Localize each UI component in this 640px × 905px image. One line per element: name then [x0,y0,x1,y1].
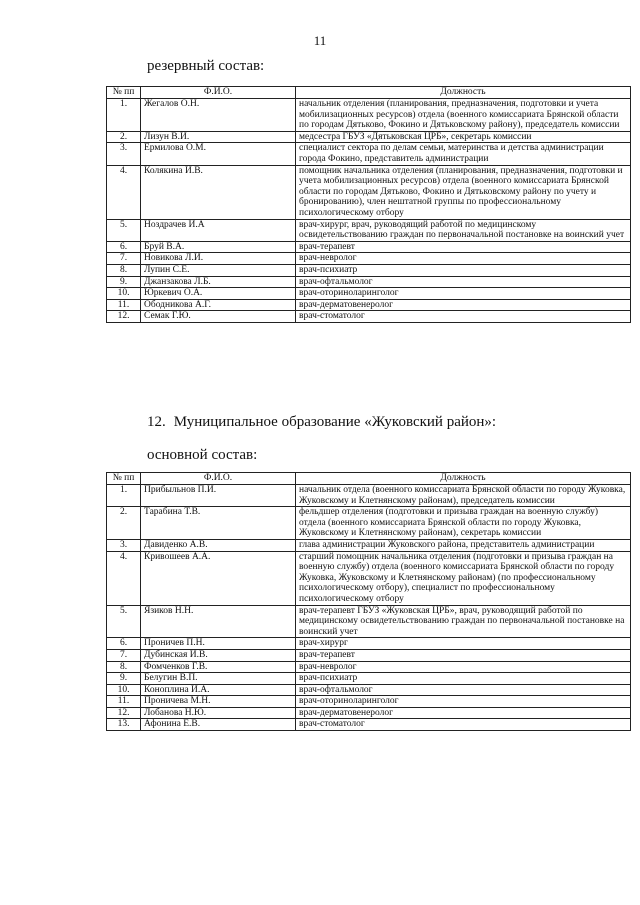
member-position: врач-хирург, врач, руководящий работой по медицинскому освидетельствованию граждан по первоначальной постановке на воинский учет [296,219,631,241]
municipality-heading [147,414,496,431]
main-roster-table [106,472,631,731]
table-row [107,253,631,265]
member-position: специалист сектора по делам семьи, материнства и детства администрации города Фокино, представитель администрации [296,143,631,165]
member-name: Проничева М.Н. [141,696,296,708]
column-header-number: № пп [107,473,141,485]
member-name: Новикова Л.И. [141,253,296,265]
member-position: врач-офтальмолог [296,684,631,696]
table-row [107,605,631,638]
member-name: Ободникова А.Г. [141,299,296,311]
column-header-position: Должность [296,473,631,485]
member-position: врач-оториноларинголог [296,288,631,300]
member-name: Тарабина Т.В. [141,507,296,540]
table-row [107,311,631,323]
municipality-number: 12. [147,414,166,430]
table-row [107,539,631,551]
member-position: старший помощник начальника отделения (подготовки и призыва граждан на военную службу) отдела (военного комиссариата Брянской области по городу Жуковка, Жуковскому и Клетнянскому районам) (по профессиональному психологическому отбору), специалист по профессиональному психологическому отбору [296,551,631,605]
member-position: глава администрации Жуковского района, представитель администрации [296,539,631,551]
table-header-row [107,87,631,99]
row-number: 6. [107,638,141,650]
reserve-roster-table [106,86,631,323]
row-number: 7. [107,253,141,265]
table-row [107,288,631,300]
member-name: Колякина И.В. [141,165,296,219]
table-row [107,673,631,685]
member-position: врач-стоматолог [296,719,631,731]
municipality-title: Муниципальное образование «Жуковский район»: [173,414,497,430]
member-position: врач-стоматолог [296,311,631,323]
table-row [107,707,631,719]
member-position: врач-психиатр [296,673,631,685]
member-position: врач-дерматовенеролог [296,707,631,719]
member-name: Проничев П.Н. [141,638,296,650]
member-name: Лизун В.И. [141,131,296,143]
row-number: 7. [107,649,141,661]
row-number: 5. [107,605,141,638]
row-number: 2. [107,131,141,143]
member-name: Джанзакова Л.Б. [141,276,296,288]
member-position: фельдшер отделения (подготовки и призыва граждан на военную службу) отдела (военного комиссариата Брянской области по городу Жуковка, Жуковскому и Клетнянскому районам), секретарь комиссии [296,507,631,540]
table-row [107,638,631,650]
member-position: врач-терапевт ГБУЗ «Жуковская ЦРБ», врач, руководящий работой по медицинскому освидетельствованию граждан по первоначальной постановке на воинский учет [296,605,631,638]
row-number: 4. [107,551,141,605]
member-position: начальник отделения (планирования, предназначения, подготовки и учета мобилизационных ресурсов) отдела (военного комиссариата Брянской области по городам Дятьково, Фокино и Дятьковскому району), председатель комиссии [296,99,631,132]
member-name: Язиков Н.Н. [141,605,296,638]
member-name: Фомченков Г.В. [141,661,296,673]
table-row [107,99,631,132]
column-header-name: Ф.И.О. [141,87,296,99]
reserve-section-label: резервный состав: [147,58,265,74]
member-name: Бруй В.А. [141,241,296,253]
member-position: помощник начальника отделения (планирования, предназначения, подготовки и учета мобилизационных ресурсов) отдела (военного комиссариата Брянской области по городам Дятьково, Фокино и Дятьковскому району по учету и бронированию), член нештатной группы по профессиональному психологическому отбору [296,165,631,219]
row-number: 11. [107,299,141,311]
row-number: 8. [107,661,141,673]
member-name: Лобанова Н.Ю. [141,707,296,719]
member-name: Кривошеев А.А. [141,551,296,605]
table-row [107,719,631,731]
column-header-position: Должность [296,87,631,99]
member-name: Лупин С.Е. [141,264,296,276]
member-position: врач-офтальмолог [296,276,631,288]
table-row [107,264,631,276]
member-name: Юркевич О.А. [141,288,296,300]
table-row [107,551,631,605]
member-position: врач-дерматовенеролог [296,299,631,311]
row-number: 6. [107,241,141,253]
row-number: 9. [107,673,141,685]
member-position: начальник отдела (военного комиссариата Брянской области по городу Жуковка, Жуковскому и Клетнянскому районам), председатель комиссии [296,485,631,507]
main-section-label: основной состав: [147,447,258,463]
row-number: 1. [107,99,141,132]
member-name: Жегалов О.Н. [141,99,296,132]
member-name: Афонина Е.В. [141,719,296,731]
table-row [107,696,631,708]
row-number: 1. [107,485,141,507]
member-position: врач-хирург [296,638,631,650]
member-position: врач-невролог [296,661,631,673]
member-position: врач-психиатр [296,264,631,276]
table-row [107,684,631,696]
row-number: 11. [107,696,141,708]
row-number: 8. [107,264,141,276]
row-number: 2. [107,507,141,540]
member-name: Дубинская И.В. [141,649,296,661]
member-name: Белугин В.П. [141,673,296,685]
row-number: 12. [107,707,141,719]
member-position: врач-невролог [296,253,631,265]
row-number: 9. [107,276,141,288]
column-header-name: Ф.И.О. [141,473,296,485]
table-row [107,507,631,540]
table-row [107,131,631,143]
row-number: 12. [107,311,141,323]
row-number: 3. [107,143,141,165]
table-row [107,165,631,219]
member-name: Давиденко А.В. [141,539,296,551]
column-header-number: № пп [107,87,141,99]
row-number: 3. [107,539,141,551]
member-name: Ермилова О.М. [141,143,296,165]
member-position: врач-терапевт [296,241,631,253]
member-name: Прибыльнов П.И. [141,485,296,507]
member-position: врач-терапевт [296,649,631,661]
table-row [107,276,631,288]
member-name: Ноздрачев И.А [141,219,296,241]
member-name: Коноплина И.А. [141,684,296,696]
row-number: 4. [107,165,141,219]
member-name: Семак Г.Ю. [141,311,296,323]
row-number: 5. [107,219,141,241]
table-row [107,299,631,311]
table-row [107,219,631,241]
row-number: 10. [107,684,141,696]
table-row [107,241,631,253]
table-header-row [107,473,631,485]
table-row [107,649,631,661]
row-number: 13. [107,719,141,731]
member-position: медсестра ГБУЗ «Дятьковская ЦРБ», секретарь комиссии [296,131,631,143]
table-row [107,485,631,507]
table-row [107,143,631,165]
member-position: врач-оториноларинголог [296,696,631,708]
row-number: 10. [107,288,141,300]
page-number: 11 [313,33,327,48]
table-row [107,661,631,673]
